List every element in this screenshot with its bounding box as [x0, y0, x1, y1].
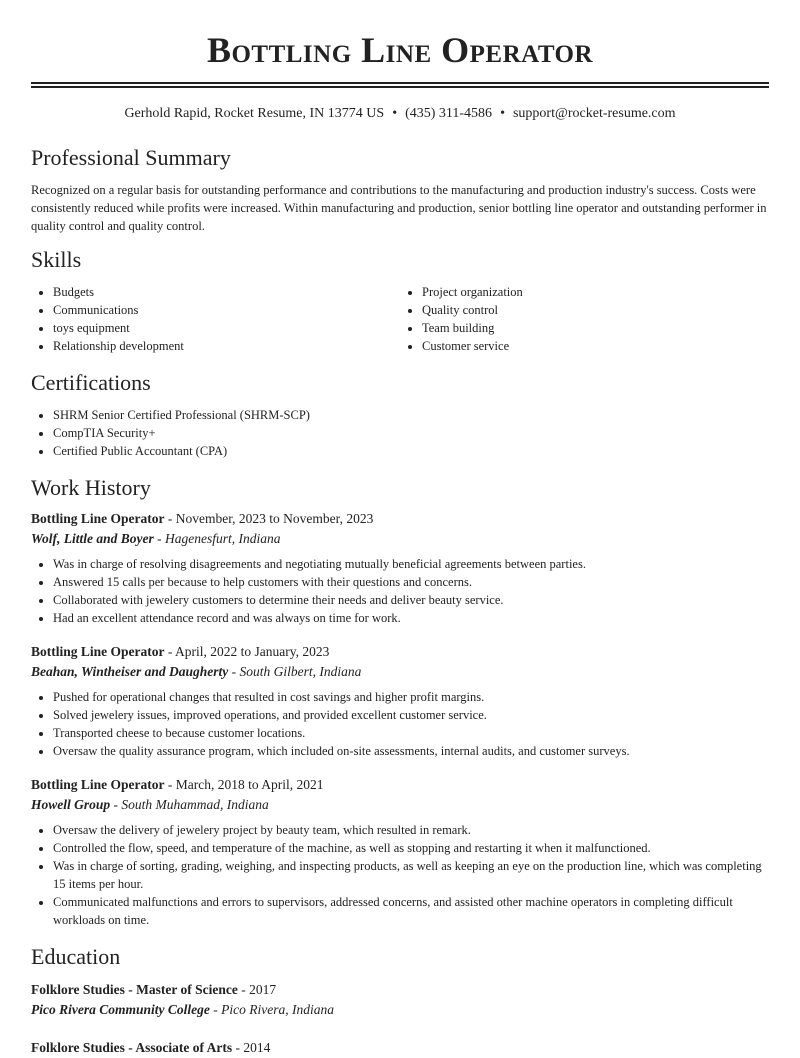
- education-degree: Folklore Studies - Master of Science: [31, 982, 238, 997]
- job-bullet: • Transported cheese to because customer locations.: [53, 724, 769, 742]
- job-bullet: • Had an excellent attendance record and was always on time for work.: [53, 609, 769, 627]
- resume-title: Bottling Line Operator: [206, 30, 594, 70]
- skill-item: • Quality control: [422, 301, 769, 319]
- certifications-list: [31, 406, 769, 460]
- job-bullet: • Pushed for operational changes that resulted in cost savings and higher profit margins.: [53, 688, 769, 706]
- job-company: Howell Group: [31, 797, 111, 812]
- certifications-section: [31, 370, 769, 460]
- job-employer: [31, 529, 769, 549]
- education-heading: Education: [31, 944, 121, 969]
- education-entry: [31, 980, 769, 1020]
- skill-item: • toys equipment: [53, 319, 400, 337]
- skills-heading: Skills: [31, 247, 82, 272]
- job-bullet: • Solved jewelery issues, improved operations, and provided excellent customer service.: [53, 706, 769, 724]
- contact-separator: •: [500, 106, 505, 121]
- certifications-heading: Certifications: [31, 370, 151, 395]
- contact-phone: (435) 311-4586: [405, 106, 493, 121]
- job-title: Bottling Line Operator: [31, 777, 165, 792]
- job-bullet: • Was in charge of sorting, grading, weighing, and inspecting products, as well as keeping an eye on the production line, which was completing 15 items per hour.: [53, 857, 769, 893]
- education-header: [31, 1038, 769, 1058]
- work-history-section: [31, 475, 769, 929]
- summary-text: Recognized on a regular basis for outstanding performance and contributions to the manufacturing and production industry's success. Costs were consistently reduced while profits were increased. Within manufacturing and production, senior bottling line operator and outstanding performer in quality control and quality control.: [31, 183, 767, 233]
- job-company: Wolf, Little and Boyer: [31, 531, 154, 546]
- skills-right-list: [400, 283, 769, 355]
- skill-item: • Communications: [53, 301, 400, 319]
- skill-item: • Customer service: [422, 337, 769, 355]
- job-bullet: • Collaborated with jewelery customers to determine their needs and deliver beauty service.: [53, 591, 769, 609]
- education-school: Pico Rivera Community College: [31, 1002, 210, 1017]
- job-bullet: • Oversaw the quality assurance program, which included on-site assessments, internal audits, and customer surveys.: [53, 742, 769, 760]
- education-school-line: [31, 1000, 769, 1020]
- job-employer: [31, 795, 769, 815]
- contact-email: support@rocket-resume.com: [512, 106, 676, 121]
- skill-item: • Project organization: [422, 283, 769, 301]
- education-header: [31, 980, 769, 1000]
- job-dates: - November, 2023 to November, 2023: [164, 511, 374, 526]
- education-location: - Pico Rivera, Indiana: [209, 1002, 334, 1017]
- contact-address: Gerhold Rapid, Rocket Resume, IN 13774 US: [124, 106, 385, 121]
- job-header: [31, 642, 769, 662]
- summary-section: [31, 145, 769, 235]
- title-divider: [31, 82, 769, 88]
- job-bullet: • Was in charge of resolving disagreements and negotiating mutually beneficial agreements between parties.: [53, 555, 769, 573]
- job-title: Bottling Line Operator: [31, 644, 165, 659]
- certification-item: • SHRM Senior Certified Professional (SHRM-SCP): [53, 406, 769, 424]
- certification-item: • Certified Public Accountant (CPA): [53, 442, 769, 460]
- skill-item: • Team building: [422, 319, 769, 337]
- contact-line: [31, 105, 769, 123]
- job-header: [31, 509, 769, 529]
- job-entry: [31, 775, 769, 929]
- contact-separator: •: [392, 106, 398, 121]
- job-bullet: • Answered 15 calls per because to help customers with their questions and concerns.: [53, 573, 769, 591]
- skill-item: • Budgets: [53, 283, 400, 301]
- job-bullets: [31, 688, 769, 760]
- job-bullet: • Oversaw the delivery of jewelery project by beauty team, which resulted in remark.: [53, 821, 769, 839]
- certification-item: • CompTIA Security+: [53, 424, 769, 442]
- job-bullet: • Controlled the flow, speed, and temperature of the machine, as well as stopping and restarting it when it malfunctioned.: [53, 839, 769, 857]
- education-section: [31, 944, 769, 1058]
- job-entry: [31, 509, 769, 627]
- skills-columns: [31, 283, 769, 355]
- education-entry: [31, 1038, 769, 1058]
- skills-section: [31, 247, 769, 355]
- job-dates: - April, 2022 to January, 2023: [164, 644, 330, 659]
- job-header: [31, 775, 769, 795]
- job-company: Beahan, Wintheiser and Daugherty: [31, 664, 229, 679]
- education-year: - 2014: [232, 1040, 271, 1055]
- education-year: - 2017: [237, 982, 277, 997]
- skill-item: • Relationship development: [53, 337, 400, 355]
- job-dates: - March, 2018 to April, 2021: [164, 777, 324, 792]
- job-bullets: [31, 555, 769, 627]
- job-entry: [31, 642, 769, 760]
- work-history-heading: Work History: [31, 475, 151, 500]
- job-title: Bottling Line Operator: [31, 511, 165, 526]
- job-employer: [31, 662, 769, 682]
- education-degree: Folklore Studies - Associate of Arts: [31, 1040, 233, 1055]
- job-location: - South Muhammad, Indiana: [110, 797, 269, 812]
- job-location: - South Gilbert, Indiana: [228, 664, 362, 679]
- job-bullets: [31, 821, 769, 929]
- resume-page: [31, 0, 769, 1058]
- summary-heading: Professional Summary: [31, 145, 231, 170]
- job-bullet: • Communicated malfunctions and errors to supervisors, addressed concerns, and assisted other machine operators in completing difficult workloads on time.: [53, 893, 769, 929]
- skills-left-list: [31, 283, 400, 355]
- job-location: - Hagenesfurt, Indiana: [153, 531, 281, 546]
